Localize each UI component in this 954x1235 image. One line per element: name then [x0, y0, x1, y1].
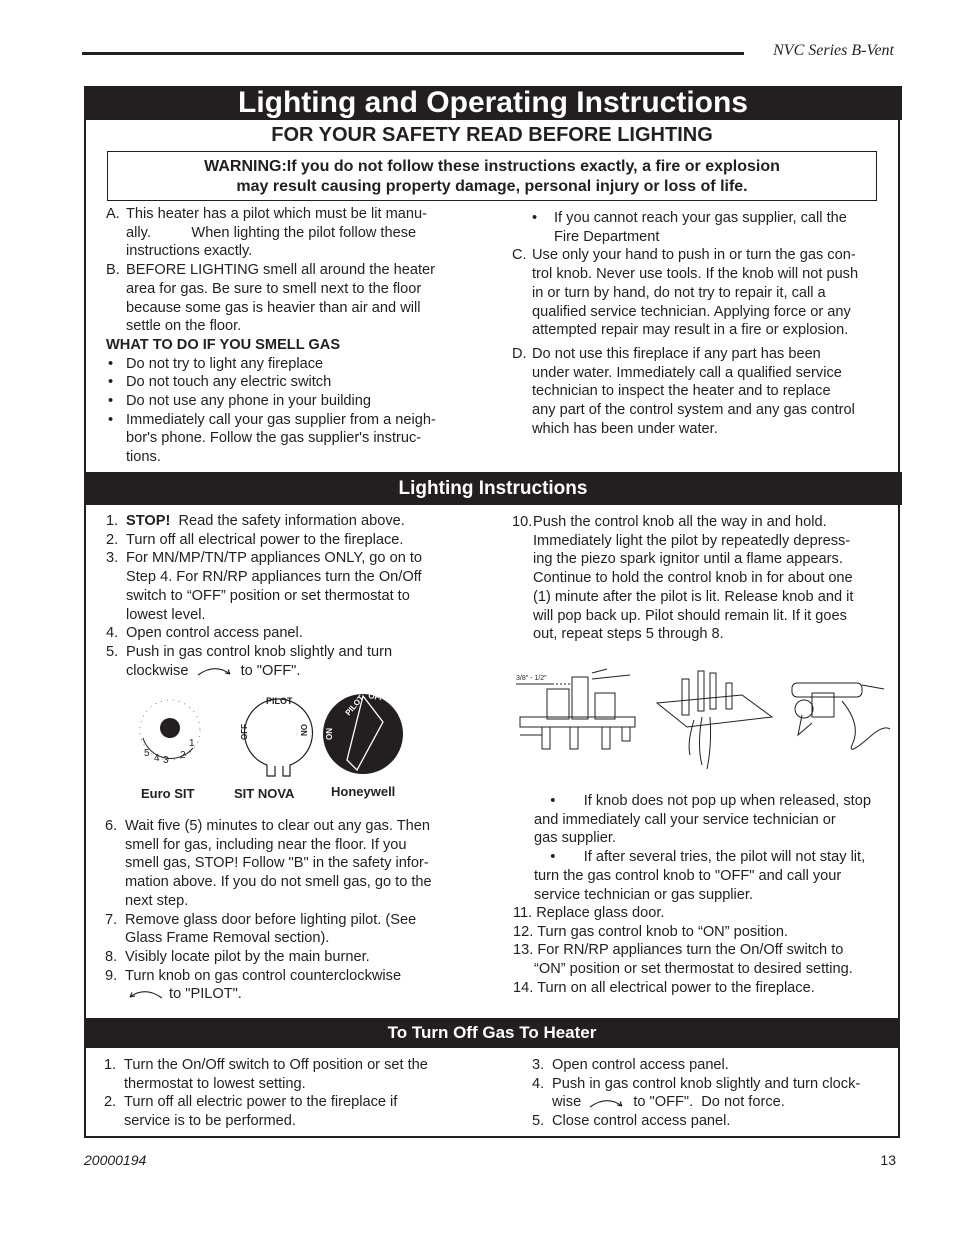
step-2: 2. Turn off all electrical power to the fireplace.	[106, 531, 404, 548]
safety-item-d: D. Do not use this fireplace if any part has been under water. Immediately call a qualified service technician to inspect the heater and to replace any part of the control system and any gas control which has been under water.	[512, 345, 855, 437]
series-name: NVC Series B-Vent	[773, 42, 894, 59]
svg-text:1: 1	[189, 738, 195, 749]
step-8: 8. Visibly locate pilot by the main burner.	[105, 948, 370, 965]
svg-text:ON: ON	[325, 728, 334, 740]
lighting-right-bullets	[534, 792, 894, 904]
header-rule	[82, 52, 744, 55]
supplier-bullet: • If you cannot reach your gas supplier, call the Fire Department	[532, 210, 847, 245]
euro-sit-knob	[140, 700, 200, 766]
step-4: 4. Open control access panel.	[106, 625, 303, 642]
svg-text:4: 4	[154, 753, 160, 764]
turnoff-step-5: 5. Close control access panel.	[532, 1113, 731, 1130]
sit-nova-knob	[240, 696, 313, 776]
smell-bullet: • Do not touch any electric switch	[108, 374, 332, 391]
svg-text:OFF: OFF	[240, 724, 249, 740]
pilot-assembly-illustrations	[512, 665, 892, 775]
turnoff-step-2: 2. Turn off all electric power to the fireplace if service is to be performed.	[104, 1094, 398, 1130]
step-14: 14. Turn on all electrical power to the fireplace.	[513, 979, 815, 996]
page-number: 13	[880, 1152, 896, 1168]
honeywell-knob	[323, 691, 403, 774]
lighting-left-column-lower	[105, 817, 475, 1004]
step-10: 10. Push the control knob all the way in and hold. Immediately light the pilot by repeatedly depress- ing the piezo spark ignitor until a flame appears. Continue to hold the control knob in for about one (1) minute after the pilot is lit. Release knob and it will pop back up. Pilot should remain lit. If it goes out, repeat steps 5 through 8.	[512, 514, 854, 643]
warning-box	[107, 151, 877, 201]
svg-text:ON: ON	[299, 724, 308, 736]
document-number: 20000194	[84, 1152, 147, 1168]
smell-bullet: • Do not try to light any fireplace	[108, 355, 324, 372]
step-9: 9. Turn knob on gas control counterclockwise to "PILOT".	[105, 967, 402, 1003]
step-5: 5. Push in gas control knob slightly and turn clockwise to "OFF".	[106, 643, 393, 679]
lighting-final-steps	[513, 904, 893, 998]
warning-line-2: may result causing property damage, personal injury or loss of life.	[236, 178, 748, 195]
turnoff-step-1: 1. Turn the On/Off switch to Off position or set the thermostat to lowest setting.	[104, 1057, 428, 1092]
turnoff-step-3: 3. Open control access panel.	[532, 1057, 729, 1073]
step-6: 6. Wait five (5) minutes to clear out any gas. Then smell for gas, including near the floor. If you smell gas, STOP! Follow "B" in the safety infor- mation above. If you do not smell gas, go to the next step.	[105, 818, 432, 909]
step-13: 13. For RN/RP appliances turn the On/Off switch to “ON” position or set thermostat to desired setting.	[513, 942, 853, 978]
lighting-instructions-heading: Lighting Instructions	[84, 472, 902, 505]
pilot-bracket-diagram	[657, 671, 772, 769]
thermocouple-diagram	[792, 683, 890, 749]
turnoff-step-4: 4. Push in gas control knob slightly and turn clock- wise to "OFF". Do not force.	[532, 1075, 861, 1111]
step-11: 11. Replace glass door.	[513, 905, 665, 921]
page-title: Lighting and Operating Instructions	[84, 86, 902, 120]
safety-item-a: A. This heater has a pilot which must be lit manu- ally. When lighting the pilot follow these instructions exactly.	[106, 206, 427, 260]
svg-text:3/8" - 1/2": 3/8" - 1/2"	[516, 675, 547, 682]
svg-text:2: 2	[180, 750, 186, 761]
warning-line-1: WARNING:If you do not follow these instructions exactly, a fire or explosion	[204, 158, 780, 175]
smell-bullet: • Immediately call your gas supplier from a neigh- bor's phone. Follow the gas supplier's instruc- tions.	[108, 411, 436, 466]
turnoff-right-column	[532, 1056, 892, 1131]
step-1: 1. STOP! Read the safety information above.	[106, 513, 405, 529]
euro-sit-label: Euro SIT	[141, 786, 195, 801]
svg-text:OFF: OFF	[367, 691, 385, 703]
turnoff-left-column	[104, 1056, 474, 1131]
pilot-stay-lit-bullet: • If after several tries, the pilot will not stay lit, turn the gas control knob to "OFF" and call your service technician or gas supplier.	[534, 849, 866, 903]
svg-text:5: 5	[144, 748, 150, 759]
pilot-burner-diagram	[516, 669, 635, 749]
smell-bullet: • Do not use any phone in your building	[108, 393, 372, 410]
step-7: 7. Remove glass door before lighting pilot. (See Glass Frame Removal section).	[105, 911, 417, 947]
honeywell-label: Honeywell	[331, 784, 396, 799]
safety-heading: FOR YOUR SAFETY READ BEFORE LIGHTING	[271, 124, 713, 146]
safety-left-column	[106, 205, 471, 467]
knob-pop-bullet: • If knob does not pop up when released, stop and immediately call your service technician or gas supplier.	[534, 793, 871, 847]
svg-text:PILOT: PILOT	[343, 693, 366, 718]
lighting-right-column	[512, 513, 892, 644]
step-3: 3. For MN/MP/TN/TP appliances ONLY, go on to Step 4. For RN/RP appliances turn the On/Off switch to “OFF” position or set thermostat to lowest level.	[106, 550, 423, 623]
svg-text:PILOT: PILOT	[266, 696, 293, 706]
safety-item-b: B. BEFORE LIGHTING smell all around the heater area for gas. Be sure to smell next to the floor because some gas is heavier than air and will settle on the floor.	[106, 262, 436, 335]
lighting-left-column	[106, 512, 476, 680]
turn-off-gas-heading: To Turn Off Gas To Heater	[84, 1018, 900, 1048]
safety-right-column	[512, 209, 892, 438]
sit-nova-label: SIT NOVA	[234, 786, 295, 801]
clockwise-arrow-icon	[195, 665, 235, 677]
svg-text:3: 3	[163, 755, 169, 766]
step-12: 12. Turn gas control knob to “ON” position.	[513, 923, 788, 940]
smell-gas-heading: WHAT TO DO IF YOU SMELL GAS	[106, 336, 341, 353]
clockwise-arrow-icon	[587, 1097, 627, 1109]
safety-item-c: C. Use only your hand to push in or turn the gas con- trol knob. Never use tools. If the knob will not push in or turn by hand, do not try to repair it, call a qualified service technician. Applying force or any attempted repair may result in a fire or explosion.	[512, 247, 859, 339]
counterclockwise-arrow-icon	[125, 988, 165, 1000]
